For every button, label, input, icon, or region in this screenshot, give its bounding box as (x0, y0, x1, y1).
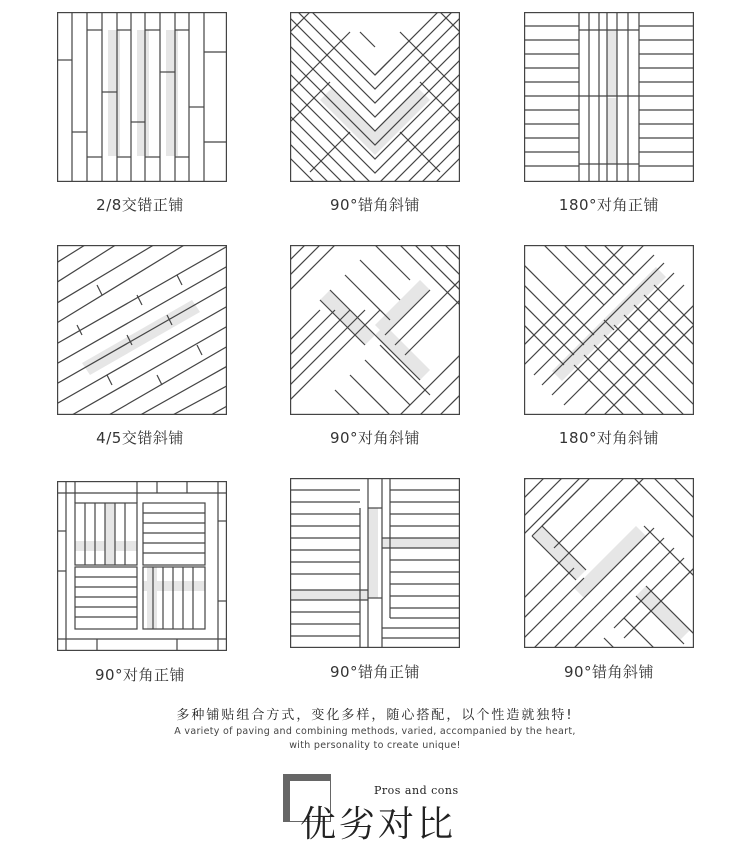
pattern-tile-180-diagonal-diagonal (524, 245, 694, 415)
pattern-2-8-staggered-straight-graphic (57, 12, 227, 182)
tagline-english-line-2: with personality to create unique! (289, 740, 461, 751)
pattern-tile-180-diagonal-straight (524, 12, 694, 182)
pattern-tile-90-offset-diagonal (524, 478, 694, 648)
pattern-tile-2-8-staggered-straight (57, 12, 227, 182)
pattern-90-offset-diagonal-graphic (524, 478, 694, 648)
section-subtitle: Pros and cons (374, 784, 459, 797)
pattern-label: 2/8交错正铺 (96, 196, 184, 214)
pattern-90-diagonal-diagonal-graphic (290, 245, 460, 415)
pattern-label: 90°错角正铺 (329, 663, 421, 681)
pattern-tile-90-herringbone-diagonal (290, 12, 460, 182)
pattern-180-diagonal-diagonal-graphic (524, 245, 694, 415)
pattern-90-diagonal-straight-graphic (57, 481, 227, 651)
pattern-label: 180°对角正铺 (558, 196, 660, 214)
pattern-label: 90°错角斜铺 (563, 663, 655, 681)
pattern-tile-90-offset-straight (290, 478, 460, 648)
pattern-label: 90°对角正铺 (94, 666, 186, 684)
pattern-4-5-staggered-diagonal-graphic (57, 245, 227, 415)
pattern-180-diagonal-straight-graphic (524, 12, 694, 182)
pattern-90-herringbone-graphic (290, 12, 460, 182)
pattern-tile-4-5-staggered-diagonal (57, 245, 227, 415)
tagline-english-line-1: A variety of paving and combining methods, varied, accompanied by the heart, (174, 726, 576, 737)
pattern-label: 4/5交错斜铺 (96, 429, 184, 447)
pattern-90-offset-straight-graphic (290, 478, 460, 648)
tagline-chinese: 多种铺贴组合方式，变化多样，随心搭配，以个性造就独特! (176, 708, 574, 723)
pattern-tile-90-diagonal-straight (57, 481, 227, 651)
section-title: 优劣对比 (300, 804, 457, 845)
pattern-label: 180°对角斜铺 (558, 429, 660, 447)
pattern-label: 90°对角斜铺 (329, 429, 421, 447)
pattern-label: 90°错角斜铺 (329, 196, 421, 214)
pattern-tile-90-diagonal-diagonal (290, 245, 460, 415)
